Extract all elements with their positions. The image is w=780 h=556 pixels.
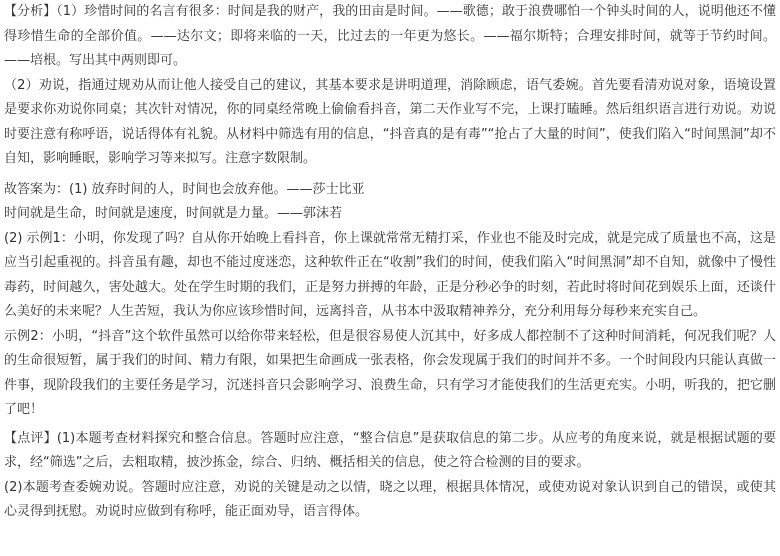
- answer-section: [4, 178, 776, 423]
- analysis-paragraph-1: 【分析】（1）珍惜时间的名言有很多：时间是我的财产，我的田亩是时间。——歌德；敢于浪费哪怕一个钟头时间的人，说明他还不懂得珍惜生命的全部价值。——达尔文；即将来临的一天，比过去的一年更为悠长。——福尔斯特；合理安排时间，就等于节约时间。——培根。写出其中两则即可。: [4, 4, 776, 68]
- comment-paragraph-2: (2)本题考查委婉劝说。答题时应注意，劝说的关键是动之以情，晓之以理，根据具体情况，或使劝说对象认识到自己的错误，或使其心灵得到抚慰。劝说时应做到有称呼，能正面劝导，语言得体。: [4, 479, 776, 519]
- answer-paragraph-1: 故答案为：(1) 放弃时间的人，时间也会放弃他。——莎士比亚: [4, 181, 365, 197]
- comment-paragraph-1: 【点评】(1)本题考查材料探究和整合信息。答题时应注意，“整合信息”是获取信息的第二步。从应考的角度来说，就是根据试题的要求，经“筛选”之后，去粗取精，披沙拣金，综合、归纳、概括相关的信息，使之符合检测的目的要求。: [4, 430, 776, 470]
- analysis-paragraph-2: （2）劝说，指通过规劝从而让他人接受自己的建议，其基本要求是讲明道理，消除顾虑，语气委婉。首先要看清劝说对象，语境设置是要求你劝说你同桌；其次针对情况，你的同桌经常晚上偷偷看抖音，第二天作业写不完，上课打瞌睡。然后组织语言进行劝说。劝说时要注意有称呼语，说话得体有礼貌。从材料中筛选有用的信息，“抖音真的是有毒”“抢占了大量的时间”，使我们陷入“时间黑洞”却不自知，影响睡眠，影响学习等来拟写。注意字数限制。: [4, 77, 776, 166]
- answer-example-1: (2) 示例1：小明，你发现了吗？自从你开始晚上看抖音，你上课就常常无精打采，作业也不能及时完成，就是完成了质量也不高，这是应当引起重视的。抖音虽有趣，却也不能过度迷恋，这种软件正在“收割”我们的时间，使我们陷入“时间黑洞”却不自知，就像中了慢性毒药，时间越久，害处越大。处在学生时期的我们，正是努力拼搏的年龄，正是分秒必争的时刻，若此时将时间花到娱乐上面，还谈什么美好的未来呢？人生苦短，我认为你应该珍惜时间，远离抖音，从书本中汲取精神养分，充分利用每分每秒来充实自己。: [4, 230, 776, 319]
- comment-section: [4, 427, 776, 525]
- answer-example-2: 示例2：小明，“抖音”这个软件虽然可以给你带来轻松，但是很容易使人沉其中，好多成人都控制不了这种时间消耗，何况我们呢？人的生命很短暂，属于我们的时间、精力有限，如果把生命画成一张表格，你会发现属于我们的时间并不多。一个时间段内只能认真做一件事，现阶段我们的主要任务是学习，沉迷抖音只会影响学习、浪费生命，只有学习才能使我们的生活更充实。小明，听我的，把它删了吧！: [4, 328, 776, 417]
- answer-paragraph-2: 时间就是生命，时间就是速度，时间就是力量。——郭沫若: [4, 206, 343, 221]
- analysis-section: [4, 0, 776, 172]
